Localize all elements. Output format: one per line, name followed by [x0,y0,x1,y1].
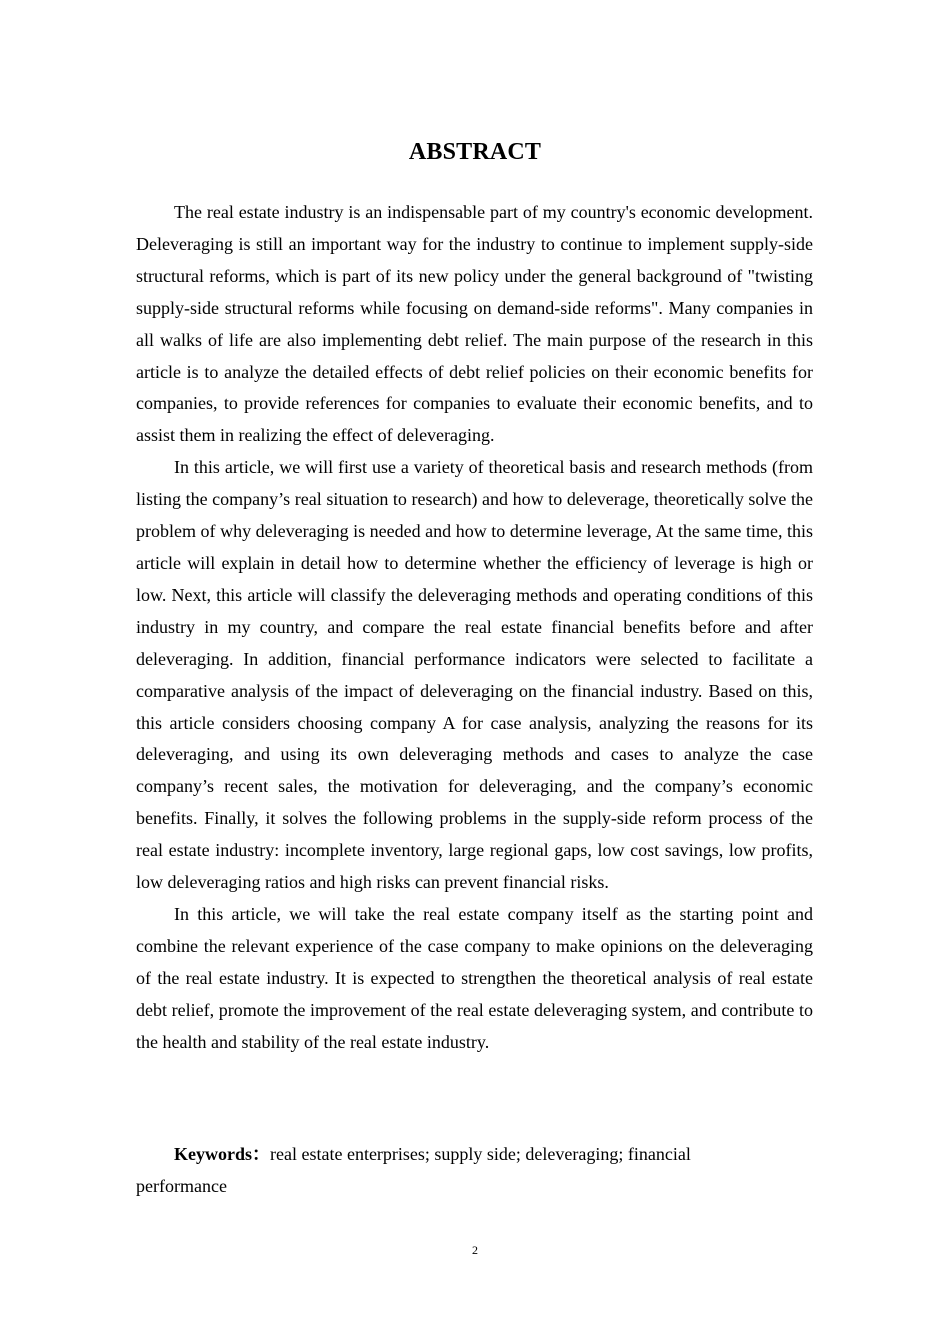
keywords-line [136,1139,736,1203]
abstract-paragraph-3: In this article, we will take the real estate company itself as the starting point and combine the relevant experience of the case company to make opinions on the deleveraging of the real estate industry. It is expected to strengthen the theoretical analysis of real estate debt relief, promote the improvement of the real estate deleveraging system, and contribute to the health and stability of the real estate industry. [136,903,813,1052]
abstract-body [136,197,813,1058]
abstract-paragraph-2: In this article, we will first use a variety of theoretical basis and research methods (from listing the company’s real situation to research) and how to deleverage, theoretically solve the problem of why deleveraging is needed and how to determine leverage, At the same time, this article will explain in detail how to determine whether the efficiency of leverage is high or low. Next, this article will classify the deleveraging methods and operating conditions of this industry in my country, and compare the real estate financial benefits before and after deleveraging. In addition, financial performance indicators were selected to facilitate a comparative analysis of the impact of deleveraging on the financial industry. Based on this, this article considers choosing company A for case analysis, analyzing the reasons for its deleveraging, and using its own deleveraging methods and cases to analyze the case company’s recent sales, the motivation for deleveraging, and the company’s economic benefits. Finally, it solves the following problems in the supply-side reform process of the real estate industry: incomplete inventory, large regional gaps, low cost savings, low profits, low deleveraging ratios and high risks can prevent financial risks. [136,457,813,893]
abstract-title: ABSTRACT [408,139,542,165]
page-number: 2 [472,1243,478,1257]
abstract-paragraph-1: The real estate industry is an indispensable part of my country's economic development. Deleveraging is still an important way for the industry to continue to implement supply-side structural reforms, which is part of its new policy under the general background of "twisting supply-side structural reforms while focusing on demand-side reforms". Many companies in all walks of life are also implementing debt relief. The main purpose of the research in this article is to analyze the detailed effects of debt relief policies on their economic benefits for companies, to provide references for companies to evaluate their economic benefits, and to assist them in realizing the effect of deleveraging. [136,202,813,446]
keywords-label: Keywords： [174,1144,270,1164]
keywords-text: real estate enterprises; supply side; deleveraging; financial performance [136,1144,691,1196]
